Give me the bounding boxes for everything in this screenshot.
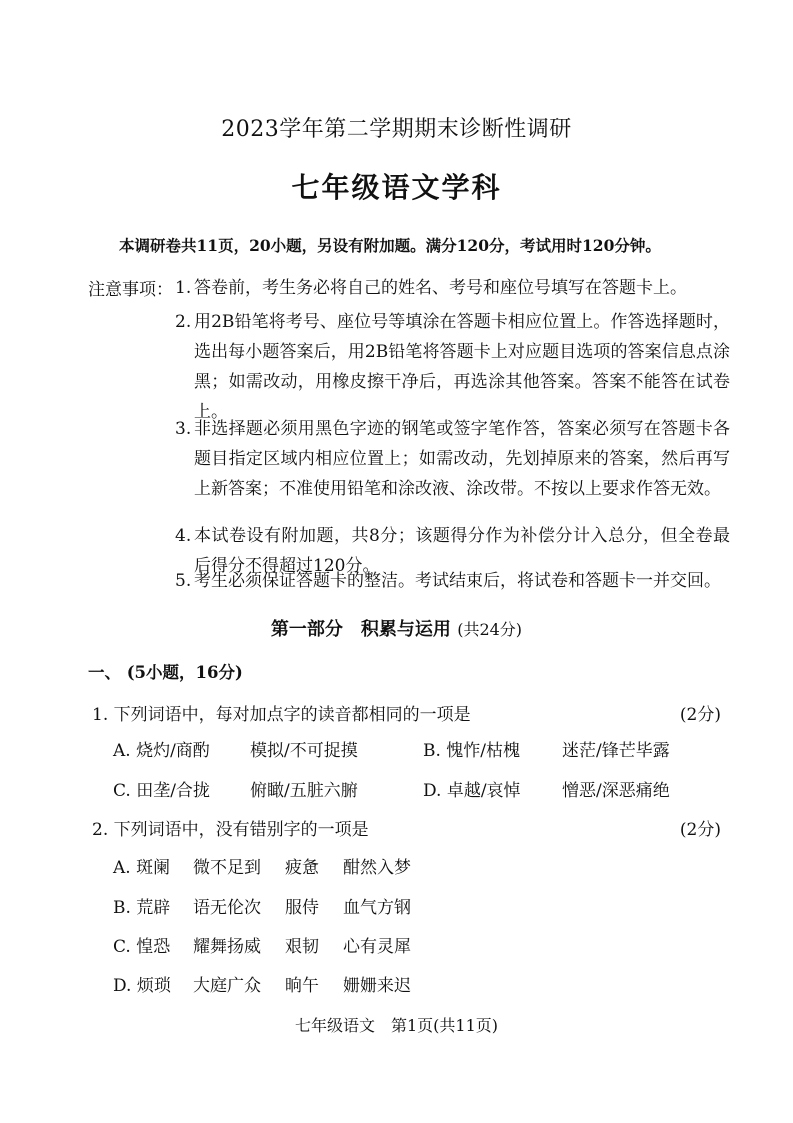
question-2-stem: 2. 下列词语中，没有错别字的一项是: [92, 820, 369, 840]
option-term: 大庭广众: [193, 976, 261, 996]
note-text: 考生必须保证答题卡的整洁。考试结束后，将试卷和答题卡一并交回。: [194, 571, 721, 591]
part-title: [0, 616, 793, 644]
option-term: 服侍: [285, 898, 319, 918]
note-number: 3.: [175, 419, 192, 439]
option-term: 酣然入梦: [343, 858, 411, 878]
note-number: 2.: [175, 312, 192, 332]
option-b-pair-2: 迷茫/锋芒毕露: [562, 741, 670, 761]
option-term: 耀舞扬威: [193, 937, 261, 957]
option-term: A. 斑阑: [113, 858, 171, 878]
option-a-pair-2: 模拟/不可捉摸: [250, 741, 358, 761]
note-text: 非选择题必须用黑色字迹的钢笔或签字笔作答，答案必须写在答题卡各题目指定区域内相应位置上；如需改动，先划掉原来的答案，然后再写上新答案；不准使用铅笔和涂改液、涂改带。不按以上要求作答无效。: [194, 419, 730, 499]
note-number: 4.: [175, 526, 192, 546]
option-d-pair-2: 憎恶/深恶痛绝: [562, 781, 670, 801]
option-term: 心有灵犀: [343, 937, 411, 957]
option-b-pair-1: B. 愧怍/枯槐: [423, 741, 521, 761]
option-term: D. 烦琐: [113, 976, 171, 996]
option-a-pair-1: A. 烧灼/商酌: [113, 741, 210, 761]
note-number: 5.: [175, 571, 192, 591]
section-heading: 一、 (5小题，16分): [88, 663, 243, 682]
note-text: 答卷前，考生务必将自己的姓名、考号和座位号填写在答题卡上。: [194, 278, 687, 298]
option-c-pair-2: 俯瞰/五脏六腑: [250, 781, 358, 801]
exam-title: 2023学年第二学期期末诊断性调研: [221, 117, 572, 142]
question-1-score: (2分): [679, 705, 721, 725]
option-term: 血气方钢: [343, 898, 411, 918]
page-footer: 七年级语文 第1页(共11页): [294, 1016, 499, 1035]
notes-label: 注意事项：: [88, 280, 173, 300]
note-number: 1.: [175, 278, 192, 298]
part-points: (共24分): [457, 620, 523, 639]
option-term: B. 荒辟: [113, 898, 171, 918]
subject-title: 七年级语文学科: [291, 171, 502, 204]
option-term: 语无伦次: [193, 898, 261, 918]
note-text: 本试卷设有附加题，共8分；该题得分作为补偿分计入总分，但全卷最后得分不得超过120分。: [194, 526, 730, 576]
note-item: [175, 273, 730, 303]
option-d-pair-1: D. 卓越/哀悼: [423, 781, 521, 801]
option-term: 艰韧: [285, 937, 319, 957]
exam-intro: 本调研卷共11页，20小题，另设有附加题。满分120分，考试用时120分钟。: [119, 236, 661, 255]
note-item: [175, 414, 730, 504]
question-2-score: (2分): [679, 820, 721, 840]
option-term: 晌午: [285, 976, 319, 996]
option-c-pair-1: C. 田垄/合拢: [113, 781, 210, 801]
option-term: C. 惶恐: [113, 937, 171, 957]
option-term: 姗姗来迟: [343, 976, 411, 996]
note-item: [175, 566, 730, 596]
part-title-text: 第一部分 积累与运用: [270, 619, 451, 640]
note-item: [175, 307, 730, 427]
option-term: 疲惫: [285, 858, 319, 878]
question-1-stem: 1. 下列词语中，每对加点字的读音都相同的一项是: [92, 705, 471, 725]
option-term: 微不足到: [193, 858, 261, 878]
note-text: 用2B铅笔将考号、座位号等填涂在答题卡相应位置上。作答选择题时，选出每小题答案后，用2B铅笔将答题卡上对应题目选项的答案信息点涂黑；如需改动，用橡皮擦干净后，再选涂其他答案。答案不能答在试卷上。: [194, 312, 730, 422]
